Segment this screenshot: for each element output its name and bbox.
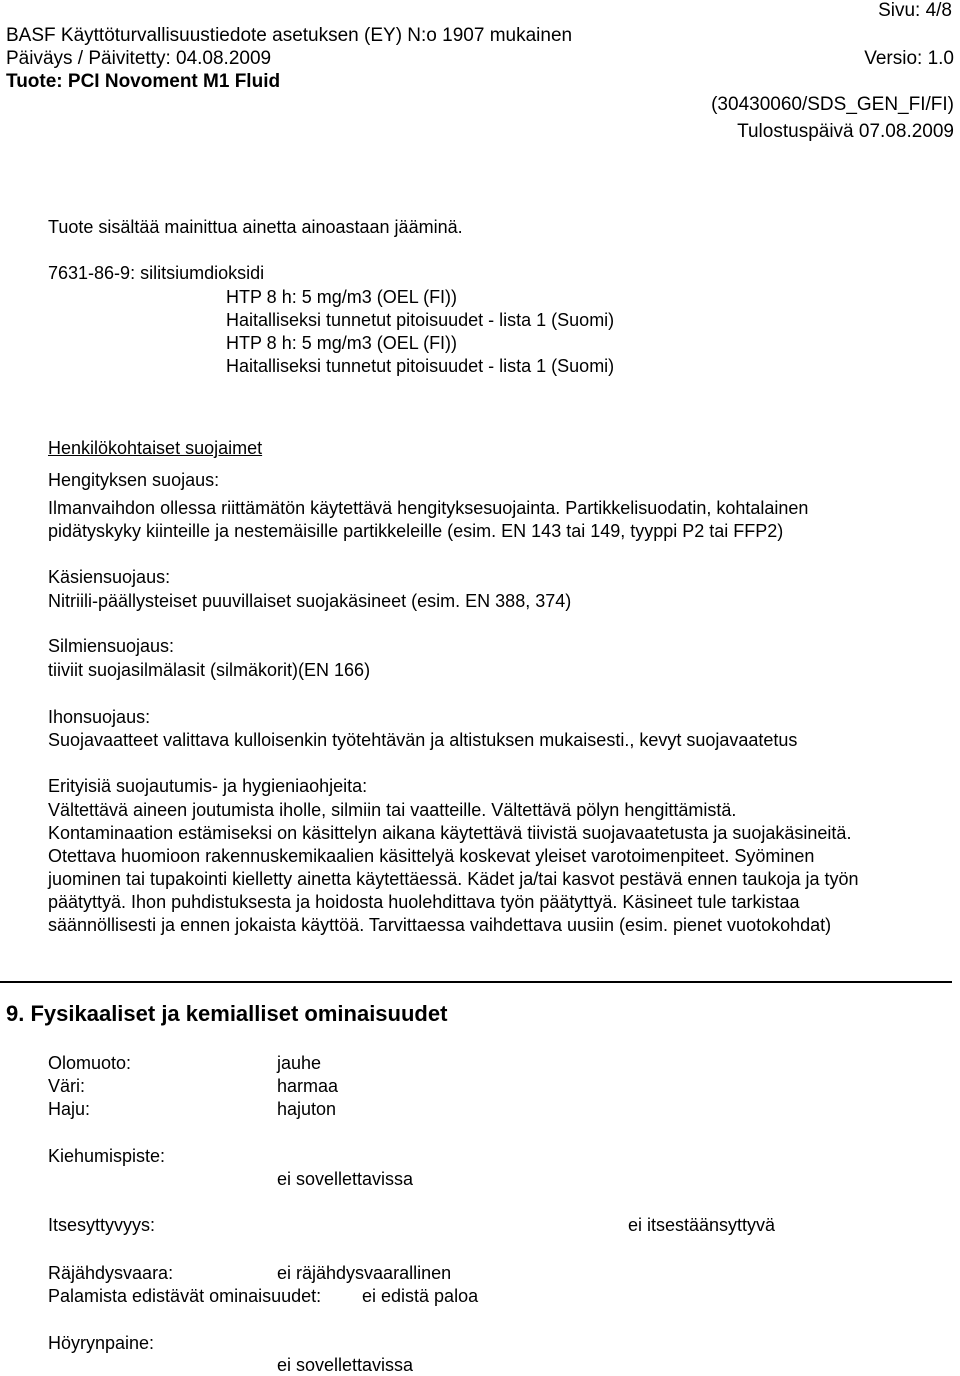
substance-id: 7631-86-9: silitsiumdioksidi <box>48 263 265 283</box>
document-code: (30430060/SDS_GEN_FI/FI) <box>711 94 954 115</box>
color-value: harmaa <box>277 1076 339 1096</box>
section-divider <box>0 981 952 983</box>
explosion-value: ei räjähdysvaarallinen <box>277 1263 452 1283</box>
respiratory-text: pidätyskyky kiinteille ja nestemäisille partikkeleille (esim. EN 143 tai 149, tyyppi P2 tai FFP2) <box>48 521 784 541</box>
vapour-value: ei sovellettavissa <box>277 1355 414 1375</box>
skin-text: Suojavaatteet valittava kulloisenkin työtehtävän ja altistuksen mukaisesti., kevyt suojavaatetus <box>48 730 798 750</box>
section-9-heading: 9. Fysikaaliset ja kemialliset ominaisuudet <box>6 1001 448 1026</box>
selfignition-value: ei itsestäänsyttyvä <box>628 1215 776 1235</box>
revision-date: Päiväys / Päivitetty: 04.08.2009 <box>6 48 272 69</box>
boiling-label: Kiehumispiste: <box>48 1146 166 1166</box>
document-title: BASF Käyttöturvallisuustiedote asetuksen (EY) N:o 1907 mukainen <box>6 25 573 46</box>
print-date: Tulostuspäivä 07.08.2009 <box>737 121 954 142</box>
respiratory-text: Ilmanvaihdon ollessa riittämätön käytettävä hengityksesuojainta. Partikkelisuodatin, kohtalainen <box>48 498 809 518</box>
product-name: Tuote: PCI Novoment M1 Fluid <box>6 71 281 92</box>
eye-text: tiiviit suojasilmälasit (silmäkorit)(EN 166) <box>48 660 371 680</box>
hygiene-text: päätyttyä. Ihon puhdistuksesta ja hoidosta huolehdittava työn päätyttyä. Käsineet tule tarkistaa <box>48 892 800 912</box>
ppe-heading: Henkilökohtaiset suojaimet <box>48 438 263 458</box>
page-number: Sivu: 4/8 <box>878 0 952 21</box>
form-value: jauhe <box>277 1053 322 1073</box>
fire-promoting-label: Palamista edistävät ominaisuudet: <box>48 1286 322 1306</box>
hand-label: Käsiensuojaus: <box>48 567 171 587</box>
version: Versio: 1.0 <box>864 48 954 69</box>
respiratory-label: Hengityksen suojaus: <box>48 470 220 490</box>
odor-label: Haju: <box>48 1099 91 1119</box>
fire-promoting-value: ei edistä paloa <box>362 1286 479 1306</box>
limit-line: Haitalliseksi tunnetut pitoisuudet - lista 1 (Suomi) <box>226 310 615 330</box>
hygiene-text: säännöllisesti ja ennen jokaista käyttöä. Tarvittaessa vaihdettava uusiin (esim. pienet vuotokohdat) <box>48 915 832 935</box>
vapour-label: Höyrynpaine: <box>48 1333 155 1353</box>
selfignition-label: Itsesyttyvyys: <box>48 1215 156 1235</box>
explosion-label: Räjähdysvaara: <box>48 1263 174 1283</box>
skin-label: Ihonsuojaus: <box>48 707 151 727</box>
form-label: Olomuoto: <box>48 1053 132 1073</box>
odor-value: hajuton <box>277 1099 337 1119</box>
hygiene-text: juominen tai tupakointi kielletty ainetta käytettäessä. Kädet ja/tai kasvot pestävä ennen taukoja ja työn <box>48 869 859 889</box>
hand-text: Nitriili-päällysteiset puuvillaiset suojakäsineet (esim. EN 388, 374) <box>48 591 572 611</box>
limit-line: Haitalliseksi tunnetut pitoisuudet - lista 1 (Suomi) <box>226 356 615 376</box>
limit-line: HTP 8 h: 5 mg/m3 (OEL (FI)) <box>226 333 458 353</box>
residue-note: Tuote sisältää mainittua ainetta ainoastaan jääminä. <box>48 217 463 237</box>
hygiene-label: Erityisiä suojautumis- ja hygieniaohjeita: <box>48 776 368 796</box>
boiling-value: ei sovellettavissa <box>277 1169 414 1189</box>
hygiene-text: Kontaminaation estämiseksi on käsittelyn aikana käytettävä tiivistä suojavaatetusta ja suojakäsineitä. <box>48 823 852 843</box>
hygiene-text: Vältettävä aineen joutumista iholle, silmiin tai vaatteille. Vältettävä pölyn hengittämistä. <box>48 800 737 820</box>
eye-label: Silmiensuojaus: <box>48 636 175 656</box>
hygiene-text: Otettava huomioon rakennuskemikaalien käsittelyä koskevat yleiset varotoimenpiteet. Syöminen <box>48 846 815 866</box>
color-label: Väri: <box>48 1076 86 1096</box>
limit-line: HTP 8 h: 5 mg/m3 (OEL (FI)) <box>226 287 458 307</box>
